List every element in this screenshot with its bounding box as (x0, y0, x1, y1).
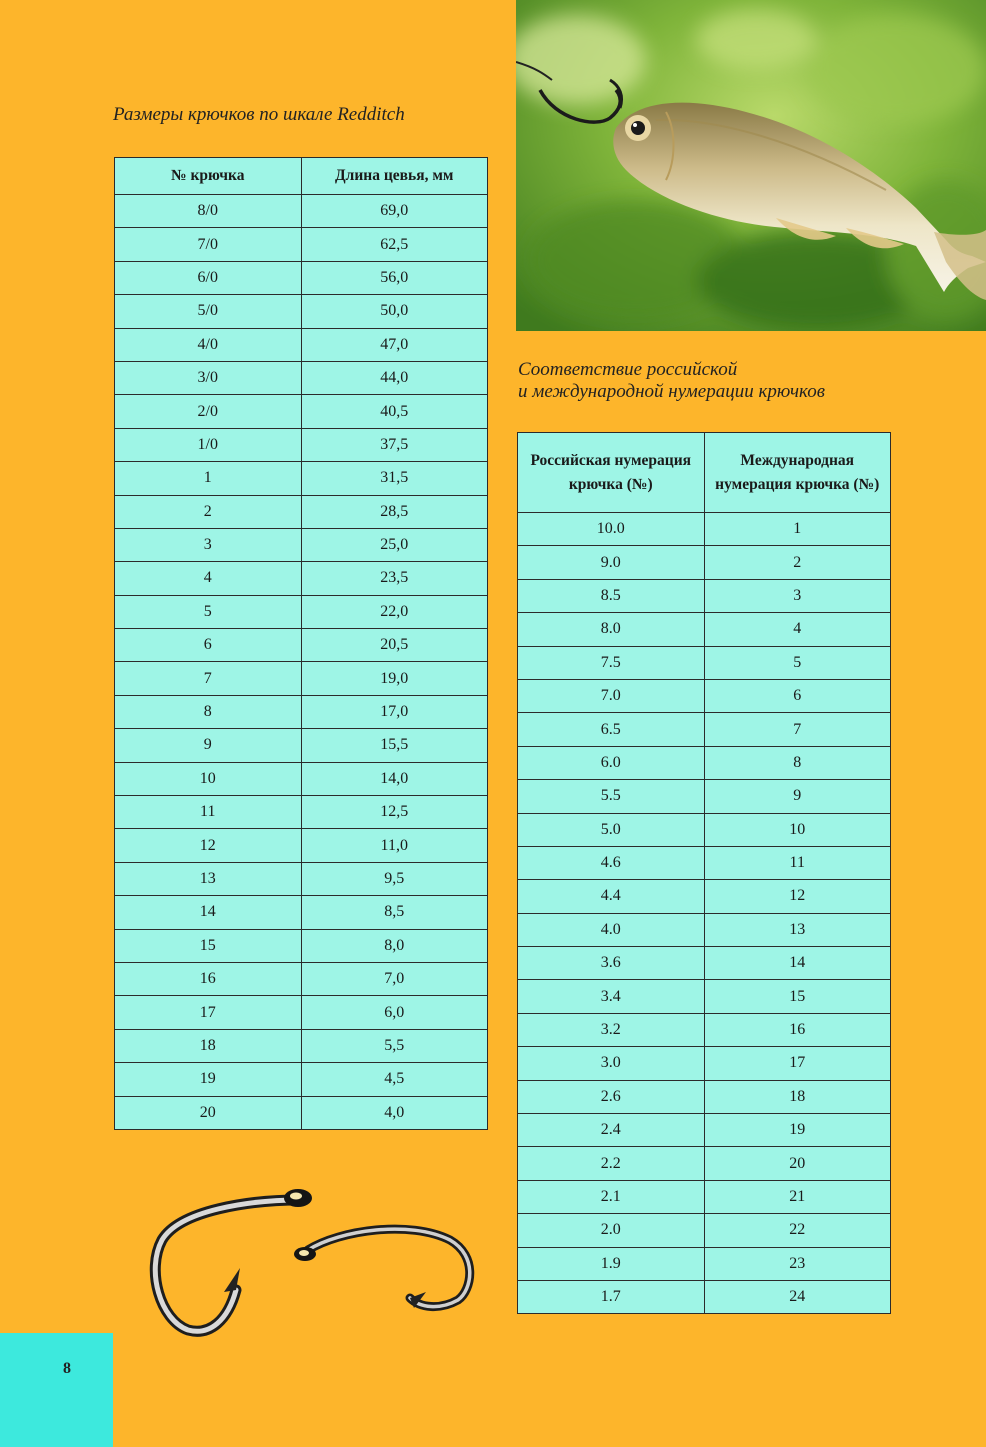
cell-col-1: 9.0 (518, 546, 705, 579)
table-row (518, 746, 891, 779)
cell-col-1: 4/0 (115, 328, 302, 361)
cell-col-1: 8.5 (518, 579, 705, 612)
cell-col-2: 69,0 (301, 195, 488, 228)
cell-col-2: 19,0 (301, 662, 488, 695)
table-row (518, 1047, 891, 1080)
table-row (115, 962, 488, 995)
cell-col-2: 21 (704, 1180, 891, 1213)
cell-col-1: 5.5 (518, 780, 705, 813)
cell-col-1: 2.0 (518, 1214, 705, 1247)
cell-col-1: 12 (115, 829, 302, 862)
table-row (518, 646, 891, 679)
cell-col-1: 8/0 (115, 195, 302, 228)
cell-col-2: 7 (704, 713, 891, 746)
cell-col-1: 19 (115, 1063, 302, 1096)
cell-col-2: 1 (704, 513, 891, 546)
table-row (518, 913, 891, 946)
table-row (115, 1029, 488, 1062)
cell-col-2: 9 (704, 780, 891, 813)
table-row (115, 462, 488, 495)
cell-col-2: 12,5 (301, 796, 488, 829)
table-row (115, 896, 488, 929)
cell-col-2: 17,0 (301, 695, 488, 728)
table-row (518, 1114, 891, 1147)
table-row (115, 796, 488, 829)
table-row (115, 295, 488, 328)
table-row (518, 713, 891, 746)
table-row (518, 1247, 891, 1280)
table-row (115, 695, 488, 728)
cell-col-2: 14 (704, 947, 891, 980)
cell-col-2: 19 (704, 1114, 891, 1147)
cell-col-1: 13 (115, 862, 302, 895)
table-row (115, 595, 488, 628)
table-row (115, 428, 488, 461)
table-row (115, 829, 488, 862)
fishing-hooks-illustration (140, 1180, 480, 1345)
table-row (518, 1180, 891, 1213)
cell-col-1: 6/0 (115, 261, 302, 294)
column-header-international-numbering: Международная нумерация крючка (№) (704, 433, 891, 513)
cell-col-1: 3.6 (518, 947, 705, 980)
cell-col-1: 4.4 (518, 880, 705, 913)
cell-col-2: 8,0 (301, 929, 488, 962)
cell-col-2: 8 (704, 746, 891, 779)
table-row (518, 1147, 891, 1180)
cell-col-2: 3 (704, 579, 891, 612)
cell-col-2: 15,5 (301, 729, 488, 762)
cell-col-1: 5/0 (115, 295, 302, 328)
fish-on-hook-photo (516, 0, 986, 331)
table-row (518, 679, 891, 712)
cell-col-1: 3/0 (115, 361, 302, 394)
table-row (115, 528, 488, 561)
cell-col-2: 40,5 (301, 395, 488, 428)
cell-col-1: 17 (115, 996, 302, 1029)
cell-col-1: 3.2 (518, 1013, 705, 1046)
cell-col-1: 9 (115, 729, 302, 762)
cell-col-1: 7.5 (518, 646, 705, 679)
table-row (115, 395, 488, 428)
cell-col-1: 10 (115, 762, 302, 795)
cell-col-1: 20 (115, 1096, 302, 1129)
mapping-caption-line1: Соответствие российской (518, 359, 738, 380)
table-row (115, 629, 488, 662)
cell-col-2: 17 (704, 1047, 891, 1080)
cell-col-2: 47,0 (301, 328, 488, 361)
cell-col-2: 18 (704, 1080, 891, 1113)
cell-col-2: 4,5 (301, 1063, 488, 1096)
table-row (115, 662, 488, 695)
table-row (115, 228, 488, 261)
table-row (115, 495, 488, 528)
cell-col-2: 5 (704, 646, 891, 679)
mapping-caption (518, 359, 825, 403)
cell-col-2: 2 (704, 546, 891, 579)
cell-col-1: 5.0 (518, 813, 705, 846)
cell-col-1: 14 (115, 896, 302, 929)
table-row (115, 328, 488, 361)
cell-col-1: 4.0 (518, 913, 705, 946)
cell-col-1: 7.0 (518, 679, 705, 712)
cell-col-1: 7/0 (115, 228, 302, 261)
cell-col-2: 5,5 (301, 1029, 488, 1062)
table-row (115, 361, 488, 394)
table-row (518, 1080, 891, 1113)
cell-col-2: 15 (704, 980, 891, 1013)
cell-col-1: 3.4 (518, 980, 705, 1013)
table-row (115, 562, 488, 595)
table-row (518, 1214, 891, 1247)
cell-col-2: 25,0 (301, 528, 488, 561)
cell-col-1: 1.7 (518, 1280, 705, 1313)
table-row (518, 780, 891, 813)
page-number-box (0, 1333, 113, 1447)
table-row (518, 880, 891, 913)
cell-col-2: 14,0 (301, 762, 488, 795)
table-row (115, 195, 488, 228)
cell-col-1: 4 (115, 562, 302, 595)
cell-col-2: 11,0 (301, 829, 488, 862)
table-row (518, 813, 891, 846)
cell-col-1: 15 (115, 929, 302, 962)
cell-col-1: 2/0 (115, 395, 302, 428)
cell-col-2: 22 (704, 1214, 891, 1247)
cell-col-2: 44,0 (301, 361, 488, 394)
column-header-russian-numbering: Российская нумерация крючка (№) (518, 433, 705, 513)
redditch-caption: Размеры крючков по шкале Redditch (113, 104, 405, 125)
table-row (115, 729, 488, 762)
table-row (518, 613, 891, 646)
cell-col-2: 16 (704, 1013, 891, 1046)
cell-col-1: 1 (115, 462, 302, 495)
table-row (115, 1096, 488, 1129)
cell-col-1: 2.6 (518, 1080, 705, 1113)
table-row (115, 862, 488, 895)
cell-col-2: 6,0 (301, 996, 488, 1029)
cell-col-2: 23,5 (301, 562, 488, 595)
table-header-row (518, 433, 891, 513)
table-row (518, 1013, 891, 1046)
cell-col-2: 4 (704, 613, 891, 646)
mapping-caption-line2: и международной нумерации крючков (518, 381, 825, 402)
cell-col-1: 11 (115, 796, 302, 829)
cell-col-1: 8 (115, 695, 302, 728)
cell-col-1: 6.0 (518, 746, 705, 779)
table-row (518, 1280, 891, 1313)
table-header-row (115, 158, 488, 195)
table-row (115, 1063, 488, 1096)
cell-col-1: 2.2 (518, 1147, 705, 1180)
cell-col-2: 8,5 (301, 896, 488, 929)
cell-col-2: 62,5 (301, 228, 488, 261)
cell-col-2: 23 (704, 1247, 891, 1280)
cell-col-2: 4,0 (301, 1096, 488, 1129)
cell-col-2: 7,0 (301, 962, 488, 995)
hook-numbering-mapping-table (517, 432, 891, 1314)
cell-col-1: 2 (115, 495, 302, 528)
cell-col-2: 28,5 (301, 495, 488, 528)
cell-col-1: 10.0 (518, 513, 705, 546)
table-row (518, 579, 891, 612)
column-header-hook-number: № крючка (115, 158, 302, 195)
table-row (518, 947, 891, 980)
page-number: 8 (63, 1360, 71, 1377)
table-row (115, 261, 488, 294)
column-header-shank-length: Длина цевья, мм (301, 158, 488, 195)
cell-col-1: 5 (115, 595, 302, 628)
cell-col-1: 1/0 (115, 428, 302, 461)
table-row (115, 762, 488, 795)
cell-col-1: 7 (115, 662, 302, 695)
redditch-size-table (114, 157, 488, 1130)
table-row (115, 929, 488, 962)
cell-col-1: 2.1 (518, 1180, 705, 1213)
cell-col-2: 22,0 (301, 595, 488, 628)
cell-col-1: 16 (115, 962, 302, 995)
cell-col-1: 3 (115, 528, 302, 561)
cell-col-1: 18 (115, 1029, 302, 1062)
cell-col-2: 20,5 (301, 629, 488, 662)
cell-col-2: 9,5 (301, 862, 488, 895)
cell-col-1: 8.0 (518, 613, 705, 646)
cell-col-2: 11 (704, 846, 891, 879)
cell-col-2: 24 (704, 1280, 891, 1313)
cell-col-2: 37,5 (301, 428, 488, 461)
cell-col-2: 31,5 (301, 462, 488, 495)
cell-col-1: 1.9 (518, 1247, 705, 1280)
cell-col-1: 4.6 (518, 846, 705, 879)
cell-col-2: 6 (704, 679, 891, 712)
cell-col-2: 12 (704, 880, 891, 913)
table-row (115, 996, 488, 1029)
cell-col-2: 10 (704, 813, 891, 846)
table-row (518, 513, 891, 546)
cell-col-1: 3.0 (518, 1047, 705, 1080)
cell-col-2: 50,0 (301, 295, 488, 328)
cell-col-2: 56,0 (301, 261, 488, 294)
cell-col-1: 6.5 (518, 713, 705, 746)
table-row (518, 546, 891, 579)
cell-col-1: 6 (115, 629, 302, 662)
table-row (518, 980, 891, 1013)
cell-col-2: 20 (704, 1147, 891, 1180)
table-row (518, 846, 891, 879)
cell-col-2: 13 (704, 913, 891, 946)
cell-col-1: 2.4 (518, 1114, 705, 1147)
